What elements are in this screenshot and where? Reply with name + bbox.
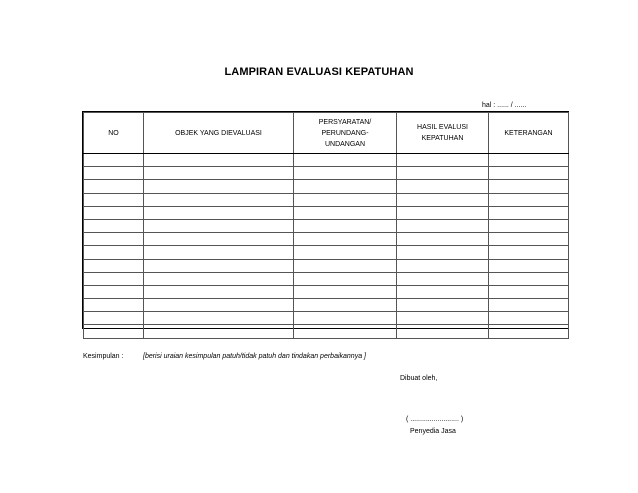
table-cell [84, 312, 144, 325]
kesimpulan-text: [berisi uraian kesimpulan patuh/tidak patuh dan tindakan perbaikannya ] [143, 353, 366, 360]
table-cell [489, 219, 569, 232]
table-row [84, 246, 569, 259]
table-cell [397, 154, 489, 167]
table-cell [397, 167, 489, 180]
table-row [84, 206, 569, 219]
table-cell [144, 180, 294, 193]
table-cell [144, 325, 294, 338]
signature-role: Penyedia Jasa [410, 428, 456, 435]
table-cell [84, 167, 144, 180]
table-cell [84, 272, 144, 285]
header-no: NO [84, 113, 144, 154]
table-cell [489, 167, 569, 180]
table-cell [489, 285, 569, 298]
table-cell [294, 246, 397, 259]
table-header-row [84, 113, 569, 154]
header-hasil [397, 113, 489, 154]
table-cell [144, 246, 294, 259]
table-cell [489, 299, 569, 312]
table-cell [294, 180, 397, 193]
table-cell [489, 193, 569, 206]
table-cell [294, 206, 397, 219]
header-hasil-label: HASIL EVALUSI KEPATUHAN [417, 124, 468, 142]
table-cell [84, 246, 144, 259]
header-objek: OBJEK YANG DIEVALUASI [144, 113, 294, 154]
table-cell [294, 233, 397, 246]
table-cell [84, 325, 144, 338]
table-cell [397, 193, 489, 206]
table-cell [294, 154, 397, 167]
table-row [84, 167, 569, 180]
dibuat-oleh: Dibuat oleh, [400, 375, 438, 382]
table-row [84, 193, 569, 206]
table-cell [489, 272, 569, 285]
table-cell [84, 299, 144, 312]
table-cell [397, 285, 489, 298]
table-cell [144, 219, 294, 232]
table-cell [294, 325, 397, 338]
table-row [84, 180, 569, 193]
table-cell [144, 312, 294, 325]
table-cell [397, 325, 489, 338]
table-row [84, 219, 569, 232]
table-cell [144, 206, 294, 219]
table-cell [489, 312, 569, 325]
table-row [84, 325, 569, 338]
table-cell [84, 180, 144, 193]
table-cell [84, 285, 144, 298]
table-cell [397, 246, 489, 259]
table-cell [397, 206, 489, 219]
table-cell [489, 206, 569, 219]
table-cell [294, 285, 397, 298]
table-cell [144, 193, 294, 206]
table-cell [397, 299, 489, 312]
table-cell [397, 272, 489, 285]
table-cell [489, 259, 569, 272]
table-row [84, 233, 569, 246]
table-body [84, 154, 569, 339]
header-keterangan: KETERANGAN [489, 113, 569, 154]
header-persyaratan [294, 113, 397, 154]
table-cell [489, 325, 569, 338]
table-row [84, 312, 569, 325]
evaluation-table [82, 111, 569, 329]
table-cell [397, 219, 489, 232]
table-row [84, 259, 569, 272]
table-cell [294, 219, 397, 232]
table-cell [144, 272, 294, 285]
table-cell [144, 154, 294, 167]
table-cell [84, 193, 144, 206]
document-title: LAMPIRAN EVALUASI KEPATUHAN [224, 66, 414, 78]
table-cell [294, 193, 397, 206]
table-cell [84, 259, 144, 272]
table-cell [84, 154, 144, 167]
table-cell [489, 154, 569, 167]
table-cell [144, 259, 294, 272]
table-cell [294, 299, 397, 312]
table-cell [489, 233, 569, 246]
kesimpulan-label: Kesimpulan : [83, 353, 124, 360]
table-cell [144, 299, 294, 312]
table-row [84, 272, 569, 285]
table-cell [84, 219, 144, 232]
table-cell [294, 259, 397, 272]
table-cell [294, 272, 397, 285]
table-cell [294, 312, 397, 325]
table-cell [397, 259, 489, 272]
table-cell [397, 312, 489, 325]
page-indicator: hal : ...... / ...... [482, 102, 527, 109]
table-cell [84, 233, 144, 246]
table-cell [84, 206, 144, 219]
table-cell [489, 246, 569, 259]
table-row [84, 299, 569, 312]
table-row [84, 285, 569, 298]
table-cell [397, 180, 489, 193]
table-row [84, 154, 569, 167]
table-cell [144, 167, 294, 180]
table-cell [294, 167, 397, 180]
table-cell [489, 180, 569, 193]
table-cell [397, 233, 489, 246]
signature-name-placeholder: ( ......................... ) [406, 416, 464, 423]
table-cell [144, 233, 294, 246]
header-persyaratan-label: PERSYARATAN/ PERUNDANG- UNDANGAN [318, 118, 372, 148]
table-cell [144, 285, 294, 298]
